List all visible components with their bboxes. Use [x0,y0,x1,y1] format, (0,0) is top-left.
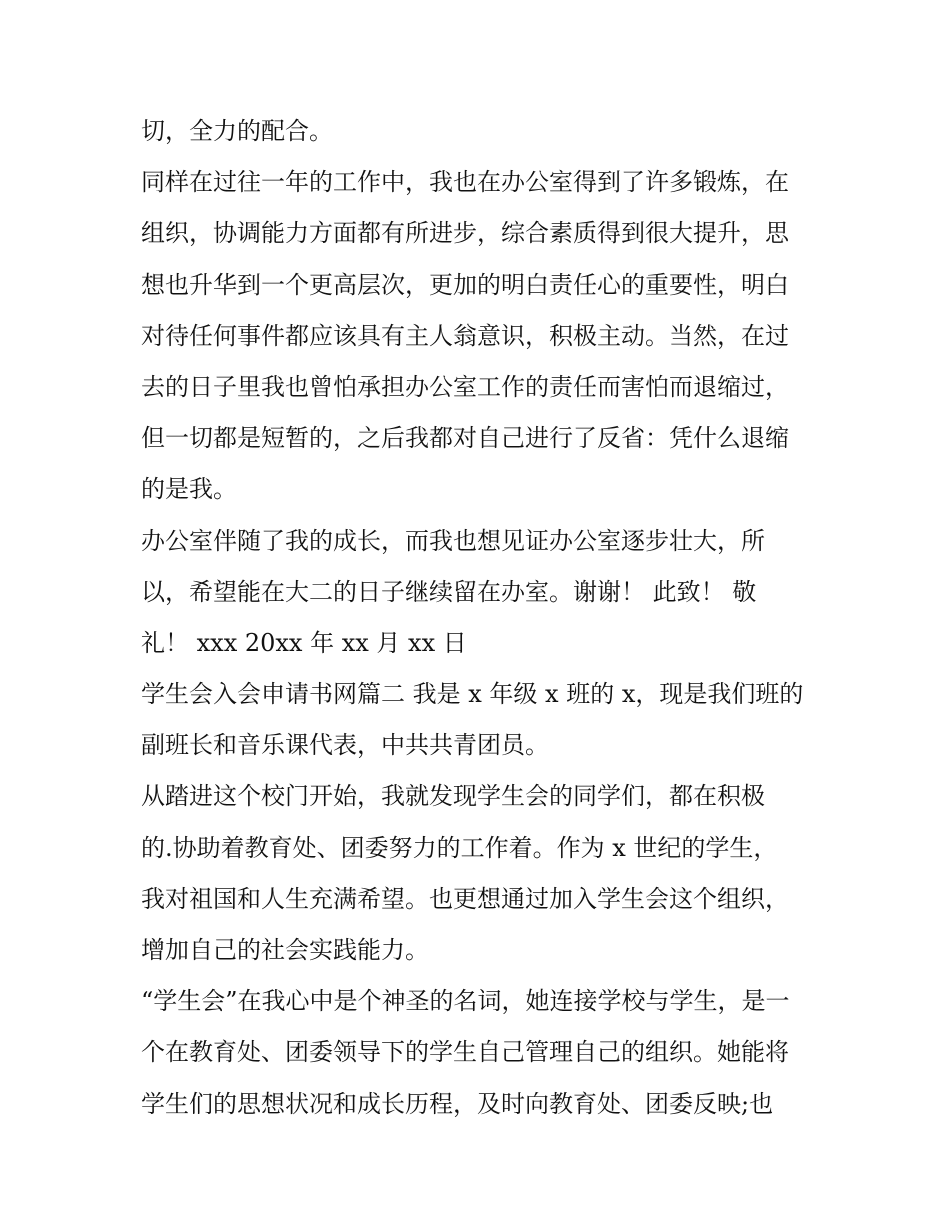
text-line: 我对祖国和人生充满希望。也更想通过加入学生会这个组织， [141,884,789,913]
text-line: 办公室伴随了我的成长，而我也想见证办公室逐步壮大，所 [141,526,765,555]
text-line: 增加自己的社会实践能力。 [141,936,429,964]
text-line: 但一切都是短暂的，之后我都对自己进行了反省：凭什么退缩 [141,424,789,453]
text-line: 从踏进这个校门开始，我就发现学生会的同学们，都在积极 [141,782,765,811]
text-line: “学生会”在我心中是个神圣的名词，她连接学校与学生，是一 [141,987,790,1016]
body-text [141,106,821,1130]
text-line: 个在教育处、团委领导下的学生自己管理自己的组织。她能将 [141,1038,789,1067]
text-line: 以，希望能在大二的日子继续留在办室。谢谢！ 此致！ 敬 [141,577,757,606]
text-line: 的.协助着教育处、团委努力的工作着。作为 x 世纪的学生， [141,833,778,862]
text-line: 去的日子里我也曾怕承担办公室工作的责任而害怕而退缩过， [141,372,789,401]
text-line: 想也升华到一个更高层次，更加的明白责任心的重要性，明白 [141,270,789,299]
text-line: 学生们的思想状况和成长历程，及时向教育处、团委反映;也 [141,1089,774,1118]
text-line: 的是我。 [141,475,237,504]
text-line: 副班长和音乐课代表，中共共青团员。 [141,731,549,760]
text-line: 礼！ xxx 20xx 年 xx 月 xx 日 [141,628,467,657]
text-line: 对待任何事件都应该具有主人翁意识，积极主动。当然，在过 [141,321,789,350]
text-line: 组织，协调能力方面都有所进步，综合素质得到很大提升，思 [141,219,789,248]
text-line: 同样在过往一年的工作中，我也在办公室得到了许多锻炼，在 [141,168,789,197]
text-line: 学生会入会申请书网篇二 我是 x 年级 x 班的 x，现是我们班的 [141,680,804,709]
text-line: 切，全力的配合。 [141,117,333,145]
